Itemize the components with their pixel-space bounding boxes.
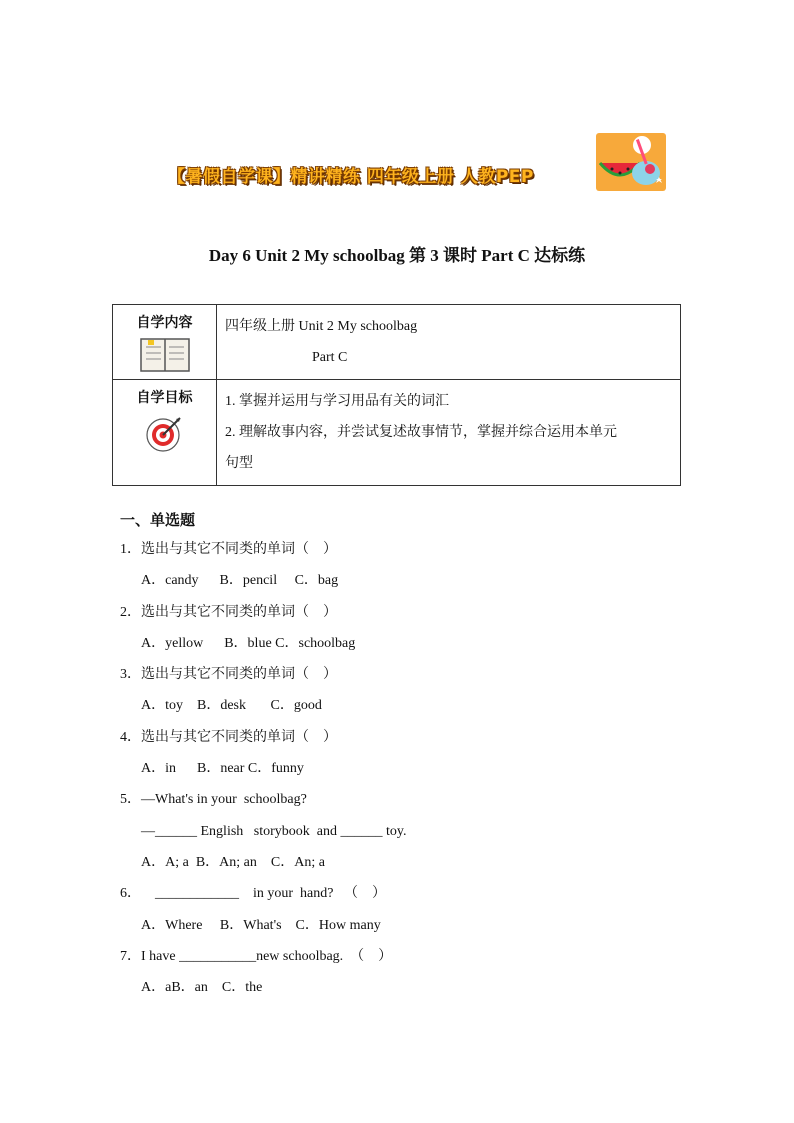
question-5: 5．—What's in your schoolbag? (120, 792, 307, 808)
self-study-goal-cell (113, 380, 217, 486)
question-list (120, 538, 700, 1007)
content-line-2: Part C (312, 350, 348, 365)
goal-line-2: 2. 理解故事内容，并尝试复述故事情节，掌握并综合运用本单元 (225, 425, 617, 440)
question-1: 1．选出与其它不同类的单词（ ） (120, 542, 337, 557)
header-banner-text: 【暑假自学课】精讲精练 四年级上册 人教PEP (168, 167, 534, 187)
question-3: 3．选出与其它不同类的单词（ ） (120, 667, 337, 683)
self-study-info-table (112, 304, 681, 486)
question-6: 6． ____________ in your hand? （ ） (120, 886, 386, 902)
target-icon (145, 413, 185, 453)
goal-line-1: 1. 掌握并运用与学习用品有关的词汇 (225, 394, 449, 409)
self-study-content-text (217, 305, 681, 380)
page-title: Day 6 Unit 2 My schoolbag 第 3 课时 Part C 达标练 (208, 246, 586, 265)
question-7: 7．I have ___________new schoolbag. （ ） (120, 948, 393, 964)
self-study-goal-text (217, 380, 681, 486)
question-4: 4．选出与其它不同类的单词（ ） (120, 729, 337, 745)
question-7-options: A．aB．an C．the (141, 980, 263, 996)
goal-line-3: 句型 (225, 456, 253, 471)
question-4-options: A．in B．near C．funny (141, 761, 304, 777)
section-heading: 一、单选题 (120, 513, 196, 529)
question-3-options: A．toy B．desk C．good (141, 698, 322, 714)
notebook-icon (140, 338, 190, 372)
self-study-goal-label: 自学目标 (136, 391, 193, 406)
content-line-1: 四年级上册 Unit 2 My schoolbag (225, 319, 418, 334)
question-1-options: A．candy B．pencil C．bag (141, 573, 339, 589)
question-5-answer-line: —______ English storybook and ______ toy. (141, 823, 407, 839)
self-study-content-label: 自学内容 (136, 316, 193, 331)
question-2: 2．选出与其它不同类的单词（ ） (120, 604, 337, 620)
self-study-content-cell (113, 305, 217, 380)
question-6-options: A．Where B．What's C．How many (141, 917, 381, 933)
watermelon-drink-icon (596, 133, 666, 191)
question-2-options: A．yellow B．blue C．schoolbag (141, 635, 356, 651)
question-5-options: A．A; a B．An; an C．An; a (141, 854, 325, 870)
